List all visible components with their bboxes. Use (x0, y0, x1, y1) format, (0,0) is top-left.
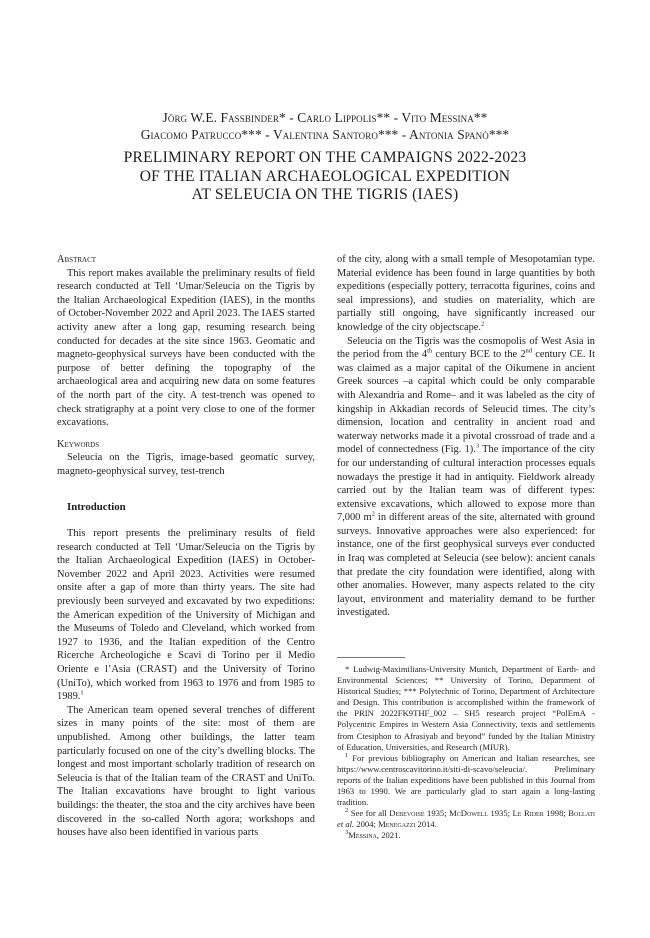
footnote-1: $^1$ For previous bibliography on American and Italian researches, see https://www.centroscavitorino.it/siti-di-scavo/seleucia/. Preliminary reports of the Italian expeditions have been published in this Journal from 1963 to 1990. We are particularly glad to start again a long-lasting tradition. (337, 751, 595, 808)
title-line-3: AT SELEUCIA ON THE TIGRIS (IAES) (191, 186, 459, 203)
intro-paragraph-2-continued: of the city, along with a small temple of Mesopotamian type. Material evidence has been found in large quantities by both expeditions (especially pottery, terracotta figurines, coins and seal impressions), and studies on materiality, which are partially still ongoing, have significantly increased our knowledge of the city objectscape.$^2$ (337, 254, 595, 333)
affiliations-footnote: * Ludwig-Maximilians-University Munich, Department of Earth- and Environmental Sciences; ** University of Torino, Department of Historical Studies; *** Polytechnic of Torino, Department of Architecture and Design. This contribution is accomplished within the framework of the PRIN 2022FK9THF_002 – SH5 research project “PolEmA - Polycentric Empires in Western Asia Connectivity, texts and settlements from Ctesiphon to Afrasiyab and beyond” funded by the Italian Ministry of Education, Universities, and Research (MIUR). (337, 664, 595, 752)
title-line-2: OF THE ITALIAN ARCHAEOLOGICAL EXPEDITION (139, 167, 511, 185)
right-column (337, 253, 595, 620)
author-line-1 (0, 110, 650, 126)
abstract-text: This report makes available the preliminary results of field research conducted at Tell ‘Umar/Seleucia on the Tigris by the Italian Archaeological Expedition (IAES), in the months of October-November 2022 and April 2023. The IAES started activity anew after a long gap, resuming research being conducted for decades at the site since 1963. Geomatic and magneto-geophysical surveys have been conducted with the purpose of better defining the topography of the archaeological area and acquiring new data on some features of the north part of the city. A test-trench was opened to check stratigraphy at a point very close to one of the former excavations. (57, 267, 315, 429)
intro-paragraph-1: This report presents the preliminary results of field research conducted at Tell ‘Umar/Seleucia on the Tigris by the Italian Archaeological Expedition (IAES) in October-November 2022 and April 2023. Activities were resumed onsite after a gap of more than thirty years. The site had previously been surveyed and excavated by two expeditions: the American expedition of the University of Michigan and the Museums of Toledo and Cleveland, which worked from 1927 to 1936, and the Italian expedition of the Centro Ricerche Archeologiche e Scavi di Torino per il Medio Oriente e l’Asia (CRAST) and the University of Torino (UniTo), which worked from 1963 to 1976 and from 1985 to 1989.$^1$ (57, 528, 315, 703)
footnote-3: $^3$Messina, 2021. (345, 829, 401, 841)
keywords-text: Seleucia on the Tigris, image-based geomatic survey, magneto-geophysical survey, test-trench (57, 452, 315, 477)
footnote-separator (337, 657, 405, 658)
author-line-2 (0, 127, 650, 143)
authors-second-row: Giacomo Patrucco*** - Valentina Santoro*** - Antonia Spanò*** (140, 127, 510, 142)
introduction-heading: Introduction (67, 500, 126, 513)
intro-paragraph-2: The American team opened several trenches of different sizes in many points of the site: most of them are unpublished. Among other buildings, the latter team particularly focused on one of the city’s dwelling blocks. The longest and most important scholarly tradition of research on Seleucia is that of the Italian team of the CRAST and UniTo. The Italian excavations have brought to light various buildings: the theater, the stoa and the city archives have been discovered in the so-called North agora; workshops and houses have also been identified in various parts (57, 704, 315, 839)
footnote-ref-3: 3 (475, 442, 480, 450)
title-line-1: PRELIMINARY REPORT ON THE CAMPAIGNS 2022-2023 (123, 149, 527, 166)
paper-title (0, 149, 650, 205)
footnotes (337, 664, 595, 842)
keywords-heading: Keywords (57, 438, 100, 450)
footnote-2: $^2$ See for all Debevoise 1935; McDowell 1935; Le Rider 1998; Bollati et al. 2004; Menegazzi 2014. (337, 807, 596, 830)
authors-first-row: Jörg W.E. Fassbinder* - Carlo Lippolis** - Vito Messina** (162, 110, 488, 125)
left-column (57, 253, 315, 840)
footnote-ref-2: 2 (480, 320, 485, 328)
footnote-ref-1: 1 (80, 689, 84, 697)
abstract-heading: Abstract (57, 254, 97, 265)
intro-paragraph-3: Seleucia on the Tigris was the cosmopolis of West Asia in the period from the 4th century BCE to the 2nd century CE. It was claimed as a major capital of the Oikumene in ancient Greek sources –a capital which could be only comparable with Alexandria and Rome– and it was labeled as the city of kingship in Akkadian records of Seleucid times. The city’s dimension, location and centrality in ancient road and waterway networks made it a pivotal crossroad of trade and a model of connectedness (Fig. 1).$^3$ The importance of the city for our understanding of cultural interaction processes equals nowadays the prestige it had in antiquity. Fieldwork already carried out by the Italian team was of different types: extensive excavations, which allowed to expose more than 7,000 $m^2$ in different areas of the site, alternated with ground surveys. Innovative approaches were also experienced: for instance, one of the first geophysical surveys ever conducted in Iraq was completed at Seleucia (see below): ancient canals that predate the city foundation were identified, along with other anomalies. However, many aspects related to the city layout, environment and materiality demand to be further investigated. (337, 335, 596, 619)
